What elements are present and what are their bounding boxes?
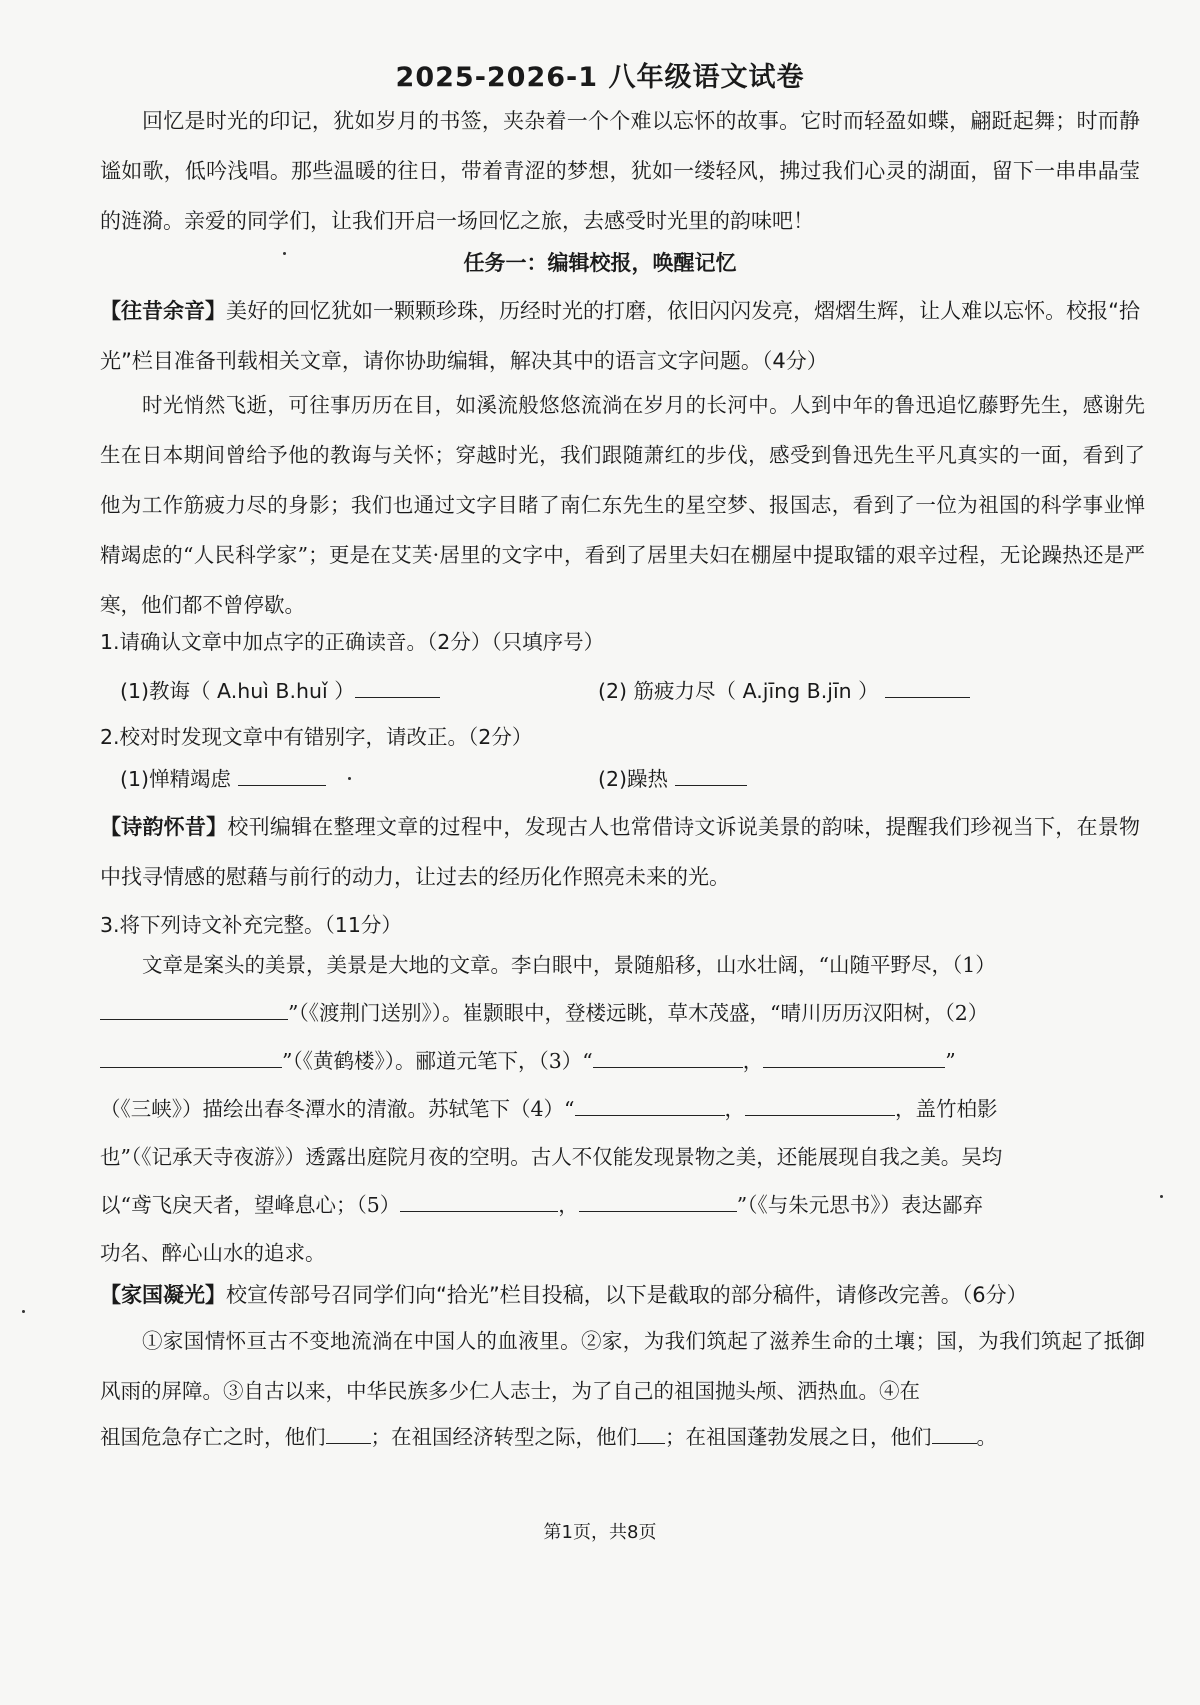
answer-blank[interactable]: [238, 784, 326, 786]
q3-line-6: [100, 1180, 1145, 1230]
question-3-stem: 3.将下列诗文补充完整。（11分）: [100, 913, 402, 937]
option-text: (2) 筋疲力尽（ A.jīng B.jīn ）: [598, 679, 879, 703]
answer-blank[interactable]: [326, 1442, 371, 1444]
q3-line-1: 文章是案头的美景，美景是大地的文章。李白眼中，景随船移，山水壮阔，“山随平野尽，（1）: [142, 953, 996, 977]
line-text: ”: [945, 1049, 956, 1073]
item-text: (2)躁热: [598, 767, 669, 791]
answer-blank[interactable]: [100, 1066, 282, 1068]
line-text: 以“鸢飞戾天者，望峰息心；（5）: [100, 1193, 401, 1217]
q3-line-7: 功名、醉心山水的追求。: [100, 1241, 326, 1265]
answer-blank[interactable]: [932, 1442, 977, 1444]
section-text: 校刊编辑在整理文章的过程中，发现古人也常借诗文诉说美景的韵味，提醒我们珍视当下，在景物中找寻情感的慰藉与前行的动力，让过去的经历化作照亮未来的光。: [100, 815, 1140, 889]
passage-text: 时光悄然飞逝，可往事历历在目，如溪流般悠悠流淌在岁月的长河中。人到中年的鲁迅追忆藤野先生，感谢先生在日本期间曾给予他的教诲与关怀；穿越时光，我们跟随萧红的步伐，感受到鲁迅先生平凡真实的一面，看到了他为工作筋疲力尽的身影；我们也通过文字目睹了南仁东先生的星空梦、报国志，看到了一位为祖国的科学事业惮精竭虑的“人民科学家”；更是在艾芙·居里的文字中，看到了居里夫妇在棚屋中提取镭的艰辛过程，无论躁热还是严寒，他们都不曾停歇。: [100, 393, 1145, 617]
line-text: ，盖竹柏影: [895, 1097, 998, 1121]
page-title: 2025-2026-1 八年级语文试卷: [395, 62, 805, 93]
page-number: 第1页，共8页: [543, 1522, 657, 1543]
line-text: ”（《与朱元思书》）表达鄙弃: [736, 1193, 984, 1217]
answer-blank[interactable]: [100, 1018, 288, 1020]
section-wangxi: [100, 286, 1140, 386]
question-2-item-b: [598, 762, 747, 792]
line-text: ，: [742, 1049, 764, 1073]
line-text: （《三峡》）描绘出春冬潭水的清澈。苏轼笔下（4）“: [100, 1097, 575, 1121]
q3-line-3: [100, 1036, 1145, 1086]
section-text: 美好的回忆犹如一颗颗珍珠，历经时光的打磨，依旧闪闪发亮，熠熠生辉，让人难以忘怀。校报“拾光”栏目准备刊载相关文章，请你协助编辑，解决其中的语言文字问题。（4分）: [100, 299, 1140, 373]
section-text: 校宣传部号召同学们向“拾光”栏目投稿，以下是截取的部分稿件，请修改完善。（6分）: [226, 1283, 1028, 1307]
line-text: ，: [724, 1097, 746, 1121]
section-tag: 【诗韵怀昔】: [100, 815, 228, 839]
scan-speck: [22, 1310, 25, 1313]
answer-blank[interactable]: [885, 696, 970, 698]
line-text: ”（《渡荆门送别》）。崔颢眼中，登楼远眺，草木茂盛，“晴川历历汉阳树，（2）: [288, 1001, 989, 1025]
answer-blank[interactable]: [575, 1114, 725, 1116]
question-1-option-b: [598, 674, 970, 704]
answer-blank[interactable]: [593, 1066, 743, 1068]
line-text: ；在祖国蓬勃发展之日，他们: [665, 1425, 932, 1449]
scan-speck: [348, 777, 351, 780]
line-text: 祖国危急存亡之时，他们: [100, 1425, 326, 1449]
question-1-option-a: [120, 674, 440, 704]
line-text: 。: [976, 1425, 997, 1449]
answer-blank[interactable]: [745, 1114, 895, 1116]
section-jiaguo: [100, 1270, 1140, 1320]
scan-speck: [1160, 1195, 1163, 1198]
task-heading: 任务一：编辑校报，唤醒记忆: [463, 251, 737, 275]
answer-blank[interactable]: [400, 1210, 558, 1212]
question-2-item-a: [120, 762, 326, 792]
section-tag: 【往昔余音】: [100, 299, 227, 323]
answer-blank[interactable]: [637, 1442, 665, 1444]
question-1-stem: 1.请确认文章中加点字的正确读音。（2分）（只填序号）: [100, 630, 605, 654]
q3-line-2: [100, 988, 1145, 1038]
line-text: ”（《黄鹤楼》）。郦道元笔下，（3）“: [282, 1049, 593, 1073]
option-text: (1)教诲（ A.huì B.huǐ ）: [120, 679, 355, 703]
q3-line-5: 也”（《记承天寺夜游》）透露出庭院月夜的空明。古人不仅能发现景物之美，还能展现自我之美。吴均: [100, 1145, 1003, 1169]
item-text: (1)惮精竭虑: [120, 767, 232, 791]
section-tag: 【家国凝光】: [100, 1283, 226, 1307]
answer-blank[interactable]: [579, 1210, 737, 1212]
section-shiyun: [100, 802, 1140, 902]
answer-blank[interactable]: [675, 784, 747, 786]
draft-paragraph-end: [100, 1412, 1145, 1462]
draft-paragraph: ①家国情怀亘古不变地流淌在中国人的血液里。②家，为我们筑起了滋养生命的土壤；国，为我们筑起了抵御风雨的屏障。③自古以来，中华民族多少仁人志士，为了自己的祖国抛头颅、洒热血。④在: [100, 1329, 1145, 1403]
question-2-stem: 2.校对时发现文章中有错别字，请改正。（2分）: [100, 725, 533, 749]
answer-blank[interactable]: [355, 696, 440, 698]
line-text: ，: [558, 1193, 579, 1217]
scan-speck: [283, 252, 286, 255]
intro-paragraph: 回忆是时光的印记，犹如岁月的书签，夹杂着一个个难以忘怀的故事。它时而轻盈如蝶，翩跹起舞；时而静谧如歌，低吟浅唱。那些温暖的往日，带着青涩的梦想，犹如一缕轻风，拂过我们心灵的湖面，留下一串串晶莹的涟漪。亲爱的同学们，让我们开启一场回忆之旅，去感受时光里的韵味吧！: [100, 109, 1140, 233]
line-text: ；在祖国经济转型之际，他们: [370, 1425, 637, 1449]
answer-blank[interactable]: [763, 1066, 945, 1068]
q3-line-4: [100, 1084, 1145, 1134]
